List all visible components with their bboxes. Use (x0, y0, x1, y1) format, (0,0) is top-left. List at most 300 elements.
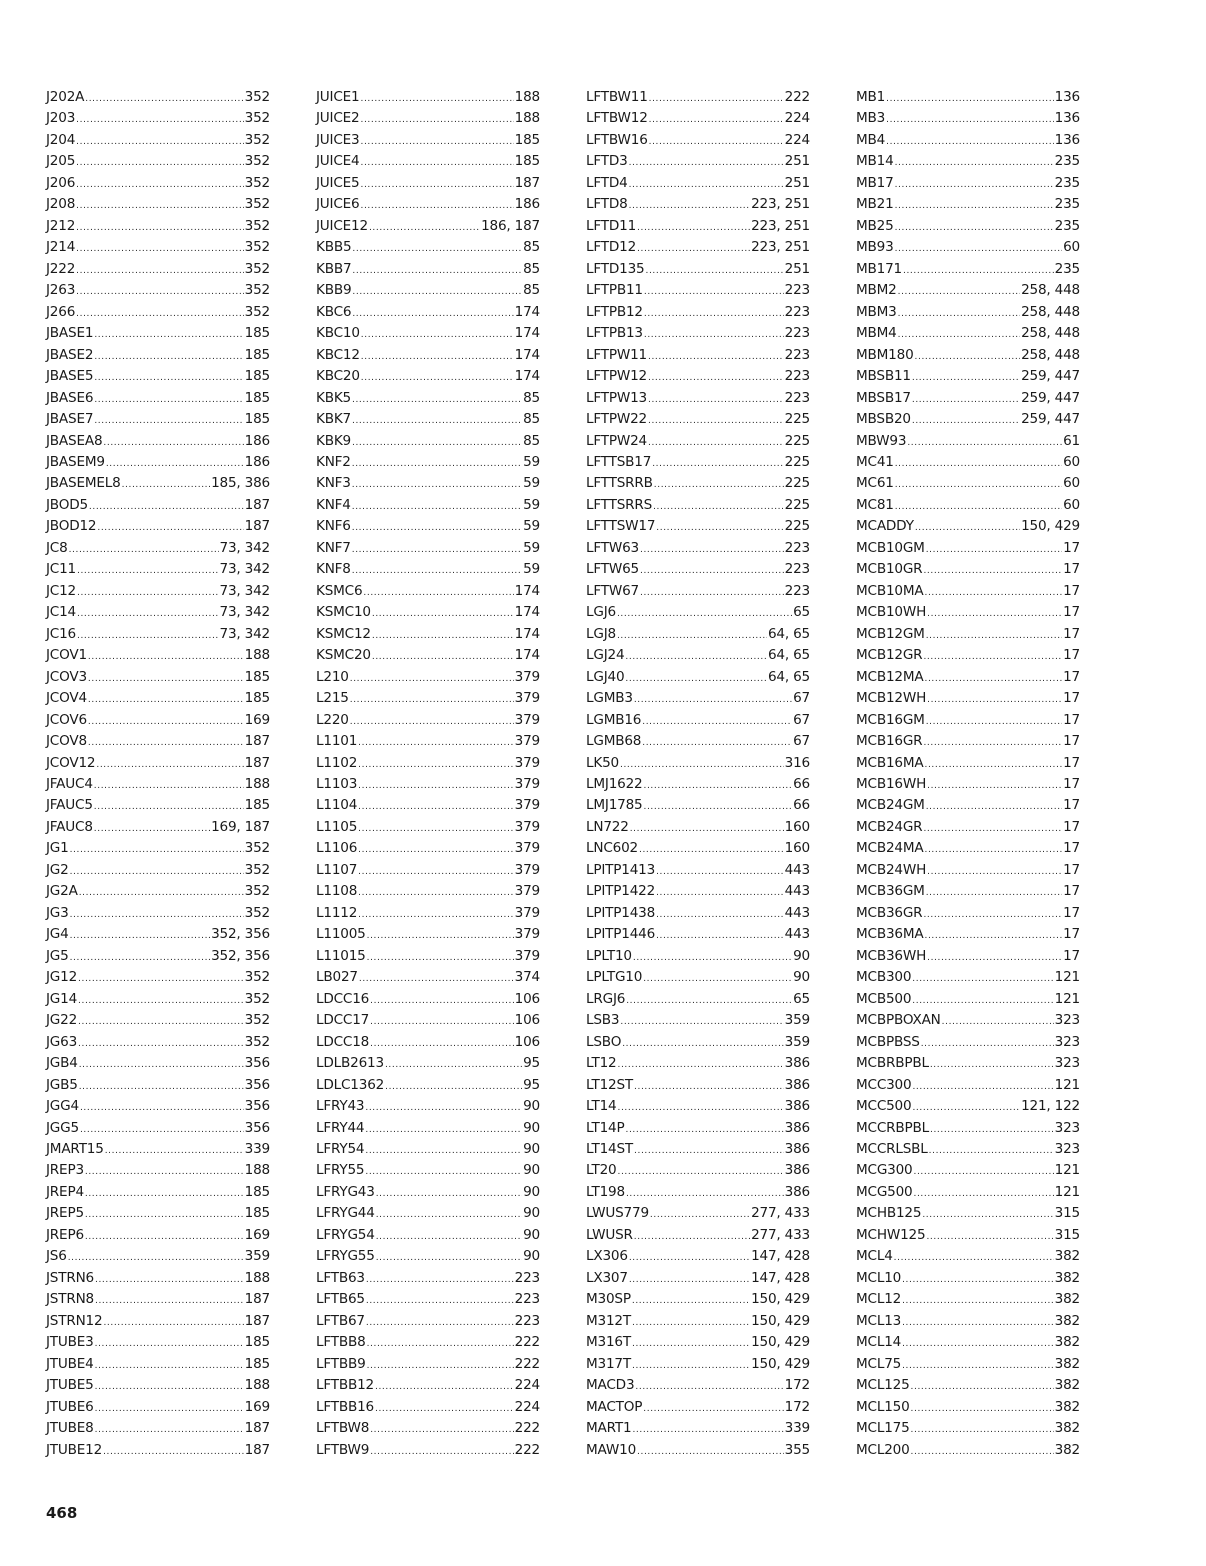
index-entry-pages: 106 (514, 990, 540, 1007)
index-entry-code: LDCC17 (316, 1012, 370, 1029)
dot-leader (77, 604, 219, 625)
index-entry (316, 946, 540, 967)
index-entry (586, 688, 810, 709)
index-entry-pages: 223 (784, 389, 810, 406)
dot-leader (644, 776, 793, 797)
index-entry (586, 409, 810, 430)
index-entry-code: LFTTSRRB (586, 475, 653, 492)
index-entry-code: MCB12GM (856, 625, 925, 642)
index-entry-pages: 222 (514, 1355, 540, 1372)
index-entry-pages: 17 (1063, 904, 1080, 921)
index-entry-code: LFTPW12 (586, 368, 647, 385)
index-entry-code: LFTD135 (586, 260, 645, 277)
index-entry (856, 795, 1080, 816)
index-entry (856, 1032, 1080, 1053)
index-entry-pages: 60 (1063, 496, 1080, 513)
index-entry (856, 302, 1080, 323)
index-entry-pages: 223 (784, 582, 810, 599)
index-entry-pages: 223 (514, 1269, 540, 1286)
dot-leader (70, 840, 244, 861)
index-entry (586, 860, 810, 881)
index-entry-code: L210 (316, 668, 349, 685)
dot-leader (632, 1356, 750, 1377)
index-entry-code: MB171 (856, 260, 903, 277)
dot-leader (898, 325, 1020, 346)
index-entry-pages: 382 (1054, 1355, 1080, 1372)
index-entry (856, 473, 1080, 494)
dot-leader (912, 411, 1020, 432)
dot-leader (70, 948, 210, 969)
index-entry (856, 388, 1080, 409)
index-entry-code: LFTD12 (586, 239, 637, 256)
index-entry-code: MCL125 (856, 1377, 910, 1394)
index-entry (46, 581, 270, 602)
index-entry-code: JMART15 (46, 1140, 104, 1157)
index-entry-code: L1101 (316, 733, 358, 750)
index-entry-pages: 251 (784, 260, 810, 277)
index-entry (316, 795, 540, 816)
dot-leader (634, 690, 792, 711)
dot-leader (95, 1270, 244, 1291)
index-entry-pages: 352 (244, 990, 270, 1007)
index-entry-pages: 223, 251 (751, 217, 810, 234)
index-entry-pages: 379 (514, 776, 540, 792)
index-entry-pages: 356 (244, 1098, 270, 1115)
dot-leader (656, 883, 784, 904)
index-entry-code: MCG300 (856, 1162, 913, 1179)
index-entry-pages: 352 (244, 883, 270, 900)
index-entry-code: LT14 (586, 1098, 617, 1115)
index-entry-code: JUICE2 (316, 110, 360, 127)
index-entry (856, 538, 1080, 559)
dot-leader (895, 175, 1054, 196)
index-entry (586, 538, 810, 559)
index-entry (586, 173, 810, 194)
index-entry (316, 1418, 540, 1439)
index-entry-pages: 379 (514, 840, 540, 857)
dot-leader (370, 1442, 513, 1463)
index-entry (316, 581, 540, 602)
index-entry (856, 216, 1080, 237)
index-entry-code: LGJ24 (586, 647, 625, 664)
index-entry-pages: 352 (244, 153, 270, 170)
index-entry (46, 1375, 270, 1396)
index-entry-pages: 323 (1054, 1055, 1080, 1072)
index-entry-code: JBASE7 (46, 411, 94, 428)
index-entry-code: JSTRN8 (46, 1291, 95, 1308)
index-entry (46, 817, 270, 838)
index-entry-pages: 106 (514, 1012, 540, 1029)
index-entry-pages: 185 (244, 1183, 270, 1200)
dot-leader (618, 1162, 784, 1183)
dot-leader (103, 433, 243, 454)
index-entry (586, 237, 810, 258)
index-entry-pages: 223 (784, 539, 810, 556)
dot-leader (924, 840, 1062, 861)
index-entry-code: KBC6 (316, 303, 352, 320)
index-entry-code: KBK9 (316, 432, 352, 449)
index-entry-pages: 185 (244, 668, 270, 685)
index-entry-pages: 379 (514, 926, 540, 943)
index-entry-code: LFTPB13 (586, 325, 643, 342)
index-entry-pages: 90 (523, 1119, 540, 1136)
index-entry-pages: 223 (514, 1291, 540, 1308)
dot-leader (372, 647, 514, 668)
index-entry (586, 280, 810, 301)
dot-leader (924, 755, 1062, 776)
index-entry (856, 516, 1080, 537)
index-entry (586, 1096, 810, 1117)
index-entry-pages: 85 (523, 432, 540, 449)
index-entry-pages: 59 (523, 475, 540, 492)
index-entry (46, 1397, 270, 1418)
index-entry (856, 345, 1080, 366)
index-entry-code: L11005 (316, 926, 366, 943)
index-entry (316, 151, 540, 172)
index-entry-pages: 225 (784, 432, 810, 449)
dot-leader (103, 1313, 243, 1334)
index-entry (316, 774, 540, 795)
index-entry-code: LPITP1413 (586, 861, 656, 878)
index-entry-pages: 352 (244, 131, 270, 148)
dot-leader (902, 1334, 1054, 1355)
index-entry (46, 302, 270, 323)
index-entry (856, 1354, 1080, 1375)
index-entry-pages: 17 (1063, 647, 1080, 664)
index-entry (586, 216, 810, 237)
index-entry-pages: 352 (244, 840, 270, 857)
dot-leader (79, 1055, 244, 1076)
dot-leader (911, 1420, 1054, 1441)
index-entry-code: LPLTG10 (586, 969, 643, 986)
index-entry-pages: 59 (523, 453, 540, 470)
index-entry (586, 1440, 810, 1461)
index-entry-code: J222 (46, 260, 76, 277)
index-entry-pages: 65 (793, 604, 810, 621)
index-entry (586, 1225, 810, 1246)
dot-leader (632, 1420, 783, 1441)
index-entry (856, 688, 1080, 709)
dot-leader (367, 1356, 514, 1377)
index-entry-code: MB21 (856, 196, 894, 213)
index-entry (316, 731, 540, 752)
index-entry-code: LSBO (586, 1033, 622, 1050)
index-entry (316, 1075, 540, 1096)
index-entry (316, 1182, 540, 1203)
index-entry-code: KBB5 (316, 239, 352, 256)
dot-leader (926, 540, 1062, 561)
index-entry-pages: 339 (244, 1140, 270, 1157)
index-entry-code: LMJ1785 (586, 797, 643, 814)
index-column-2 (316, 87, 540, 1461)
index-entry (316, 903, 540, 924)
index-entry-code: MCB12MA (856, 668, 924, 685)
index-entry (46, 259, 270, 280)
index-entry-code: L1107 (316, 861, 358, 878)
index-entry-pages: 174 (514, 325, 540, 342)
index-entry-code: JC8 (46, 539, 68, 556)
index-entry-code: JC11 (46, 561, 76, 578)
index-entry-code: LWUS779 (586, 1205, 649, 1222)
dot-leader (68, 1248, 244, 1269)
index-entry-pages: 17 (1063, 754, 1080, 771)
index-entry-code: JSTRN6 (46, 1269, 95, 1286)
dot-leader (924, 926, 1062, 947)
index-entry (46, 559, 270, 580)
index-entry-code: MBM180 (856, 346, 914, 363)
index-entry (46, 710, 270, 731)
index-entry (856, 924, 1080, 945)
index-entry-pages: 121 (1054, 990, 1080, 1007)
index-entry (46, 280, 270, 301)
index-entry-pages: 174 (514, 625, 540, 642)
index-entry-pages: 150, 429 (751, 1355, 810, 1372)
index-entry-pages: 222 (514, 1334, 540, 1351)
dot-leader (912, 1098, 1020, 1119)
index-entry-code: J205 (46, 153, 76, 170)
index-entry-code: M316T (586, 1334, 631, 1351)
index-entry (586, 388, 810, 409)
index-entry-code: LFTW65 (586, 561, 639, 578)
index-entry (46, 1225, 270, 1246)
index-entry-code: LFTBB9 (316, 1355, 366, 1372)
index-entry-pages: 188 (244, 776, 270, 792)
dot-leader (895, 196, 1054, 217)
index-entry-pages: 90 (523, 1226, 540, 1243)
index-entry (586, 1053, 810, 1074)
index-entry-code: LPITP1422 (586, 883, 656, 900)
dot-leader (911, 1442, 1054, 1463)
index-entry (46, 1032, 270, 1053)
index-entry-pages: 59 (523, 561, 540, 578)
index-entry-pages: 187 (514, 174, 540, 191)
index-entry-code: KNF4 (316, 496, 351, 513)
dot-leader (895, 239, 1063, 260)
dot-leader (385, 1077, 522, 1098)
index-entry-pages: 73, 342 (219, 582, 270, 599)
index-entry (856, 1182, 1080, 1203)
index-entry-pages: 150, 429 (1021, 518, 1080, 535)
dot-leader (929, 1141, 1054, 1162)
index-entry-code: JUICE3 (316, 131, 360, 148)
index-entry-code: LT12 (586, 1055, 617, 1072)
index-entry-code: MBSB20 (856, 411, 911, 428)
dot-leader (886, 89, 1054, 110)
index-entry-code: KBK7 (316, 411, 352, 428)
index-entry-code: MCB300 (856, 969, 912, 986)
index-entry-pages: 187 (244, 754, 270, 771)
index-entry-code: JTUBE12 (46, 1441, 103, 1458)
index-entry-pages: 386 (784, 1076, 810, 1093)
dot-leader (649, 132, 784, 153)
index-entry (586, 431, 810, 452)
dot-leader (358, 797, 513, 818)
index-entry-code: MCB36GR (856, 904, 923, 921)
dot-leader (912, 969, 1053, 990)
dot-leader (895, 497, 1062, 518)
index-entry-code: L11015 (316, 947, 366, 964)
dot-leader (363, 583, 513, 604)
index-entry (856, 645, 1080, 666)
index-entry-pages: 17 (1063, 776, 1080, 792)
index-entry (856, 1289, 1080, 1310)
index-entry-code: LFTD3 (586, 153, 628, 170)
dot-leader (634, 1077, 784, 1098)
dot-leader (352, 282, 522, 303)
index-entry (316, 1332, 540, 1353)
index-entry (586, 130, 810, 151)
dot-leader (361, 132, 514, 153)
index-entry-pages: 187 (244, 1312, 270, 1329)
index-entry-code: MCL12 (856, 1291, 902, 1308)
index-entry-code: LFRY54 (316, 1140, 365, 1157)
index-entry-pages: 386 (784, 1055, 810, 1072)
index-entry-code: MCCRBPBL (856, 1119, 929, 1136)
dot-leader (643, 1399, 783, 1420)
index-entry-code: JBASE1 (46, 325, 94, 342)
dot-leader (361, 347, 514, 368)
dot-leader (926, 626, 1062, 647)
dot-leader (642, 733, 792, 754)
dot-leader (635, 1377, 783, 1398)
dot-leader (625, 647, 767, 668)
index-entry-pages: 17 (1063, 561, 1080, 578)
dot-leader (85, 1184, 244, 1205)
index-entry-code: MB3 (856, 110, 886, 127)
index-entry-pages: 187 (244, 518, 270, 535)
index-entry-code: JG22 (46, 1012, 78, 1029)
index-entry (316, 1139, 540, 1160)
dot-leader (637, 239, 750, 260)
index-entry-code: LFTB63 (316, 1269, 365, 1286)
index-entry-code: JTUBE3 (46, 1334, 94, 1351)
dot-leader (914, 1162, 1054, 1183)
index-entry (46, 1096, 270, 1117)
dot-leader (654, 475, 784, 496)
dot-leader (88, 712, 244, 733)
index-entry-pages: 66 (793, 776, 810, 792)
index-entry-code: MBW93 (856, 432, 907, 449)
index-entry (46, 194, 270, 215)
index-entry (856, 1139, 1080, 1160)
dot-leader (645, 261, 783, 282)
index-entry-pages: 90 (793, 969, 810, 986)
index-entry-code: LRGJ6 (586, 990, 626, 1007)
index-entry (316, 602, 540, 623)
index-entry (46, 1354, 270, 1375)
index-entry-pages: 147, 428 (751, 1248, 810, 1265)
index-entry-code: LFTPW13 (586, 389, 647, 406)
dot-leader (632, 1291, 750, 1312)
index-entry (856, 1268, 1080, 1289)
index-entry (46, 860, 270, 881)
index-entry (586, 967, 810, 988)
index-entry (46, 1010, 270, 1031)
dot-leader (361, 153, 514, 174)
index-entry-code: LFTW63 (586, 539, 639, 556)
index-entry-code: M317T (586, 1355, 631, 1372)
index-entry (856, 967, 1080, 988)
index-entry-code: MCL10 (856, 1269, 902, 1286)
index-entry-code: LFTBW16 (586, 131, 648, 148)
dot-leader (927, 690, 1062, 711)
index-entry-pages: 323 (1054, 1033, 1080, 1050)
index-entry (316, 881, 540, 902)
index-entry-code: L215 (316, 690, 349, 707)
index-entry-code: LNC602 (586, 840, 638, 857)
index-entry (856, 624, 1080, 645)
index-entry-code: JUICE12 (316, 217, 368, 234)
index-entry-pages: 186 (244, 453, 270, 470)
index-entry (856, 259, 1080, 280)
index-entry-pages: 17 (1063, 733, 1080, 750)
dot-leader (618, 1098, 784, 1119)
index-entry-pages: 223 (784, 561, 810, 578)
index-entry (856, 1440, 1080, 1461)
index-entry-code: LPLT10 (586, 947, 632, 964)
index-entry-code: MCB24GR (856, 818, 923, 835)
index-entry-code: LX306 (586, 1248, 628, 1265)
dot-leader (352, 433, 522, 454)
index-entry (316, 388, 540, 409)
index-entry-pages: 379 (514, 754, 540, 771)
index-entry (586, 1375, 810, 1396)
dot-leader (85, 1205, 244, 1226)
dot-leader (630, 819, 784, 840)
index-entry-pages: 66 (793, 797, 810, 814)
index-entry-code: MCL150 (856, 1398, 910, 1415)
index-entry (316, 1160, 540, 1181)
dot-leader (106, 454, 244, 475)
index-entry (586, 302, 810, 323)
dot-leader (352, 475, 522, 496)
index-entry (316, 130, 540, 151)
index-entry-code: JCOV12 (46, 754, 96, 771)
index-entry (316, 431, 540, 452)
dot-leader (361, 110, 514, 131)
index-entry-code: MCADDY (856, 518, 914, 535)
index-entry-pages: 188 (244, 1269, 270, 1286)
index-entry (316, 817, 540, 838)
index-entry (586, 1332, 810, 1353)
dot-leader (78, 1012, 244, 1033)
index-entry-pages: 17 (1063, 604, 1080, 621)
index-entry-code: LFTB65 (316, 1291, 365, 1308)
dot-leader (912, 991, 1053, 1012)
index-entry (586, 924, 810, 945)
index-entry (586, 1182, 810, 1203)
index-entry-code: JUICE4 (316, 153, 360, 170)
dot-leader (94, 819, 210, 840)
dot-leader (352, 497, 522, 518)
index-entry-pages: 172 (784, 1377, 810, 1394)
dot-leader (648, 347, 784, 368)
index-entry-pages: 174 (514, 604, 540, 621)
index-entry (316, 409, 540, 430)
index-entry (46, 538, 270, 559)
index-entry (46, 774, 270, 795)
dot-leader (361, 196, 514, 217)
index-entry (586, 774, 810, 795)
index-entry (586, 1311, 810, 1332)
index-entry-pages: 150, 429 (751, 1312, 810, 1329)
index-entry-pages: 339 (784, 1420, 810, 1437)
index-entry (316, 366, 540, 387)
index-entry-pages: 382 (1054, 1312, 1080, 1329)
dot-leader (649, 110, 784, 131)
index-entry-pages: 352 (244, 303, 270, 320)
index-entry-code: MAW10 (586, 1441, 637, 1458)
